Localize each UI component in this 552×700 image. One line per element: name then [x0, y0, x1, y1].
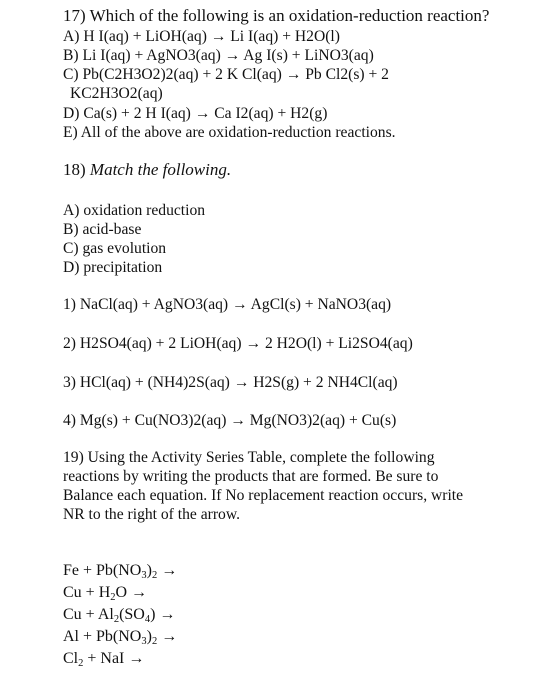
q18-item-2: 2) H2SO4(aq) + 2 LiOH(aq) → 2 H2O(l) + Li2SO4(aq)	[63, 335, 413, 352]
q17-option-d: D) Ca(s) + 2 H I(aq) → Ca I2(aq) + H2(g)	[63, 105, 328, 122]
q19-equation-5: $Cl_2$ + NaI →	[63, 650, 145, 669]
q19-equation-2: $Cu + H_2O$ →	[63, 584, 148, 603]
q18-item-4: 4) Mg(s) + Cu(NO3)2(aq) → Mg(NO3)2(aq) + Cu(s)	[63, 412, 397, 429]
q19-equation-3: $Cu + Al_2(SO_4)$ →	[63, 606, 176, 625]
q17-option-e: E) All of the above are oxidation-reduction reactions.	[63, 124, 396, 141]
q18-choice-c: C) gas evolution	[63, 240, 167, 257]
q18-choice-b: B) acid-base	[63, 221, 142, 238]
q17-option-a: A) H I(aq) + LiOH(aq) → Li I(aq) + H2O(l)	[63, 28, 340, 45]
q19-equation-4: $Al + Pb(NO_3)_2$ →	[63, 628, 178, 647]
q17-stem: 17) Which of the following is an oxidation-reduction reaction?	[63, 6, 490, 25]
q18-choice-d: D) precipitation	[63, 259, 163, 276]
q18-heading	[63, 160, 231, 179]
q18-item-1: 1) NaCl(aq) + AgNO3(aq) → AgCl(s) + NaNO3(aq)	[63, 296, 392, 313]
q19-text-line-4: NR to the right of the arrow.	[63, 506, 240, 523]
q19-text-line-2: reactions by writing the products that are formed. Be sure to	[63, 468, 439, 485]
q19-text-line-3: Balance each equation. If No replacement reaction occurs, write	[63, 487, 464, 504]
q17-option-c: C) Pb(C2H3O2)2(aq) + 2 K Cl(aq) → Pb Cl2(s) + 2	[63, 66, 389, 83]
q18-number: 18)	[63, 160, 86, 179]
q18-item-3: 3) HCl(aq) + (NH4)2S(aq) → H2S(g) + 2 NH4Cl(aq)	[63, 374, 398, 391]
q18-choice-a: A) oxidation reduction	[63, 202, 206, 219]
q17-option-b: B) Li I(aq) + AgNO3(aq) → Ag I(s) + LiNO3(aq)	[63, 47, 374, 64]
q19-equation-1: $Fe + Pb(NO_3)_2$ →	[63, 562, 178, 581]
q18-instruction: Match the following.	[89, 160, 232, 179]
q19-text-line-1: 19) Using the Activity Series Table, complete the following	[63, 449, 435, 466]
q17-option-c-continued: KC2H3O2(aq)	[70, 85, 163, 102]
